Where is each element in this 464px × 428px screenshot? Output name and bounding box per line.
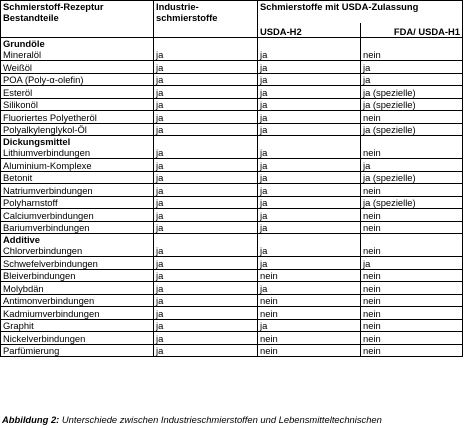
table-row — [1, 111, 463, 124]
component-name: Esteröl — [1, 86, 154, 99]
industrial-value: ja — [154, 184, 258, 197]
table-row — [1, 136, 463, 159]
group-first-cell — [1, 234, 154, 257]
table-row — [1, 294, 463, 307]
industrial-value: ja — [154, 344, 258, 357]
usda-h2-value: ja — [258, 123, 361, 136]
component-name: Silikonöl — [1, 98, 154, 111]
usda-h2-value: ja — [258, 171, 361, 184]
component-name: Fluoriertes Polyetheröl — [1, 111, 154, 124]
usda-h2-value: nein — [258, 332, 361, 345]
group-first-cell — [1, 136, 154, 159]
fda-usda-h1-value: nein — [361, 111, 463, 124]
table-row — [1, 269, 463, 282]
table-row — [1, 86, 463, 99]
industrial-value: ja — [154, 111, 258, 124]
usda-h2-value: ja — [258, 98, 361, 111]
usda-h2-value: ja — [258, 159, 361, 172]
table-row — [1, 171, 463, 184]
industrial-value: ja — [154, 209, 258, 222]
component-name: Chlorverbindungen — [3, 245, 83, 256]
usda-h2-value: ja — [258, 111, 361, 124]
industrial-value: ja — [154, 123, 258, 136]
fda-usda-h1-value: ja (spezielle) — [361, 98, 463, 111]
table-row — [1, 344, 463, 357]
fda-usda-h1-value: ja — [361, 73, 463, 86]
industrial-value: ja — [154, 196, 258, 209]
table-row — [1, 307, 463, 320]
header-fda-usda-h1: FDA/ USDA-H1 — [361, 23, 463, 38]
industrial-value: ja — [154, 136, 258, 159]
component-name: Natriumverbindungen — [1, 184, 154, 197]
fda-usda-h1-value: nein — [361, 332, 463, 345]
fda-usda-h1-value: nein — [361, 294, 463, 307]
component-name: Calciumverbindungen — [1, 209, 154, 222]
header-usda-h2: USDA-H2 — [258, 23, 361, 38]
industrial-value: ja — [154, 98, 258, 111]
industrial-value: ja — [154, 61, 258, 74]
industrial-value: ja — [154, 282, 258, 295]
usda-h2-value: ja — [258, 319, 361, 332]
industrial-value: ja — [154, 269, 258, 282]
table-row — [1, 196, 463, 209]
group-first-cell — [1, 38, 154, 61]
fda-usda-h1-value: nein — [361, 136, 463, 159]
usda-h2-value: ja — [258, 234, 361, 257]
industrial-value: ja — [154, 234, 258, 257]
component-name: Kadmiumverbindungen — [1, 307, 154, 320]
fda-usda-h1-value: nein — [361, 184, 463, 197]
table-row — [1, 38, 463, 61]
usda-h2-value: ja — [258, 257, 361, 270]
fda-usda-h1-value: nein — [361, 269, 463, 282]
component-name: POA (Poly-α-olefin) — [1, 73, 154, 86]
header-components — [1, 1, 154, 38]
fda-usda-h1-value: ja (spezielle) — [361, 123, 463, 136]
fda-usda-h1-value: nein — [361, 344, 463, 357]
usda-h2-value: ja — [258, 221, 361, 234]
table-row — [1, 319, 463, 332]
usda-h2-value: ja — [258, 38, 361, 61]
usda-h2-value: ja — [258, 196, 361, 209]
caption-label: Abbildung 2: — [2, 414, 60, 425]
usda-h2-value: nein — [258, 344, 361, 357]
industrial-value: ja — [154, 73, 258, 86]
header-usda-group: Schmierstoffe mit USDA-Zulassung — [258, 1, 463, 24]
industrial-value: ja — [154, 159, 258, 172]
component-name: Schwefelverbindungen — [1, 257, 154, 270]
usda-h2-value: nein — [258, 294, 361, 307]
usda-h2-value: ja — [258, 282, 361, 295]
header-components-line1: Schmierstoff-Rezeptur — [3, 1, 104, 12]
table-row — [1, 257, 463, 270]
industrial-value: ja — [154, 307, 258, 320]
fda-usda-h1-value: nein — [361, 319, 463, 332]
fda-usda-h1-value: ja — [361, 61, 463, 74]
table-row — [1, 234, 463, 257]
industrial-value: ja — [154, 86, 258, 99]
table-row — [1, 282, 463, 295]
usda-h2-value: ja — [258, 184, 361, 197]
component-name: Polyharnstoff — [1, 196, 154, 209]
usda-h2-value: ja — [258, 86, 361, 99]
table-row — [1, 159, 463, 172]
header-components-line2: Bestandteile — [3, 12, 59, 23]
component-name: Bariumverbindungen — [1, 221, 154, 234]
component-name: Parfümierung — [1, 344, 154, 357]
fda-usda-h1-value: nein — [361, 282, 463, 295]
component-name: Bleiverbindungen — [1, 269, 154, 282]
industrial-value: ja — [154, 319, 258, 332]
table-row — [1, 332, 463, 345]
industrial-value: ja — [154, 257, 258, 270]
industrial-value: ja — [154, 38, 258, 61]
component-name: Betonit — [1, 171, 154, 184]
table-row — [1, 123, 463, 136]
component-name: Aluminium-Komplexe — [1, 159, 154, 172]
industrial-value: ja — [154, 332, 258, 345]
header-industrial-line2: schmierstoffe — [156, 12, 218, 23]
fda-usda-h1-value: ja — [361, 257, 463, 270]
fda-usda-h1-value: nein — [361, 38, 463, 61]
table-row — [1, 98, 463, 111]
fda-usda-h1-value: ja — [361, 159, 463, 172]
table-row — [1, 73, 463, 86]
industrial-value: ja — [154, 171, 258, 184]
industrial-value: ja — [154, 221, 258, 234]
component-name: Lithiumverbindungen — [3, 147, 91, 158]
component-name: Mineralöl — [3, 49, 42, 60]
figure-caption — [2, 414, 382, 425]
fda-usda-h1-value: nein — [361, 234, 463, 257]
fda-usda-h1-value: nein — [361, 307, 463, 320]
component-name: Graphit — [1, 319, 154, 332]
fda-usda-h1-value: ja (spezielle) — [361, 196, 463, 209]
header-industrial — [154, 1, 258, 38]
usda-h2-value: nein — [258, 269, 361, 282]
industrial-value: ja — [154, 294, 258, 307]
group-title: Grundöle — [3, 38, 45, 49]
usda-h2-value: nein — [258, 307, 361, 320]
component-name: Nickelverbindungen — [1, 332, 154, 345]
table-row — [1, 221, 463, 234]
caption-text: Unterschiede zwischen Industrieschmierstoffen und Lebensmitteltechnischen — [59, 414, 382, 425]
table-row — [1, 209, 463, 222]
component-name: Polyalkylenglykol-Öl — [1, 123, 154, 136]
table-row — [1, 184, 463, 197]
group-title: Additive — [3, 234, 40, 245]
table-row — [1, 61, 463, 74]
usda-h2-value: ja — [258, 73, 361, 86]
component-name: Weißöl — [1, 61, 154, 74]
group-title: Dickungsmittel — [3, 136, 71, 147]
fda-usda-h1-value: ja (spezielle) — [361, 171, 463, 184]
component-name: Antimonverbindungen — [1, 294, 154, 307]
usda-h2-value: ja — [258, 136, 361, 159]
usda-h2-value: ja — [258, 61, 361, 74]
header-industrial-line1: Industrie- — [156, 1, 199, 12]
component-name: Molybdän — [1, 282, 154, 295]
usda-h2-value: ja — [258, 209, 361, 222]
fda-usda-h1-value: ja (spezielle) — [361, 86, 463, 99]
fda-usda-h1-value: nein — [361, 209, 463, 222]
fda-usda-h1-value: nein — [361, 221, 463, 234]
